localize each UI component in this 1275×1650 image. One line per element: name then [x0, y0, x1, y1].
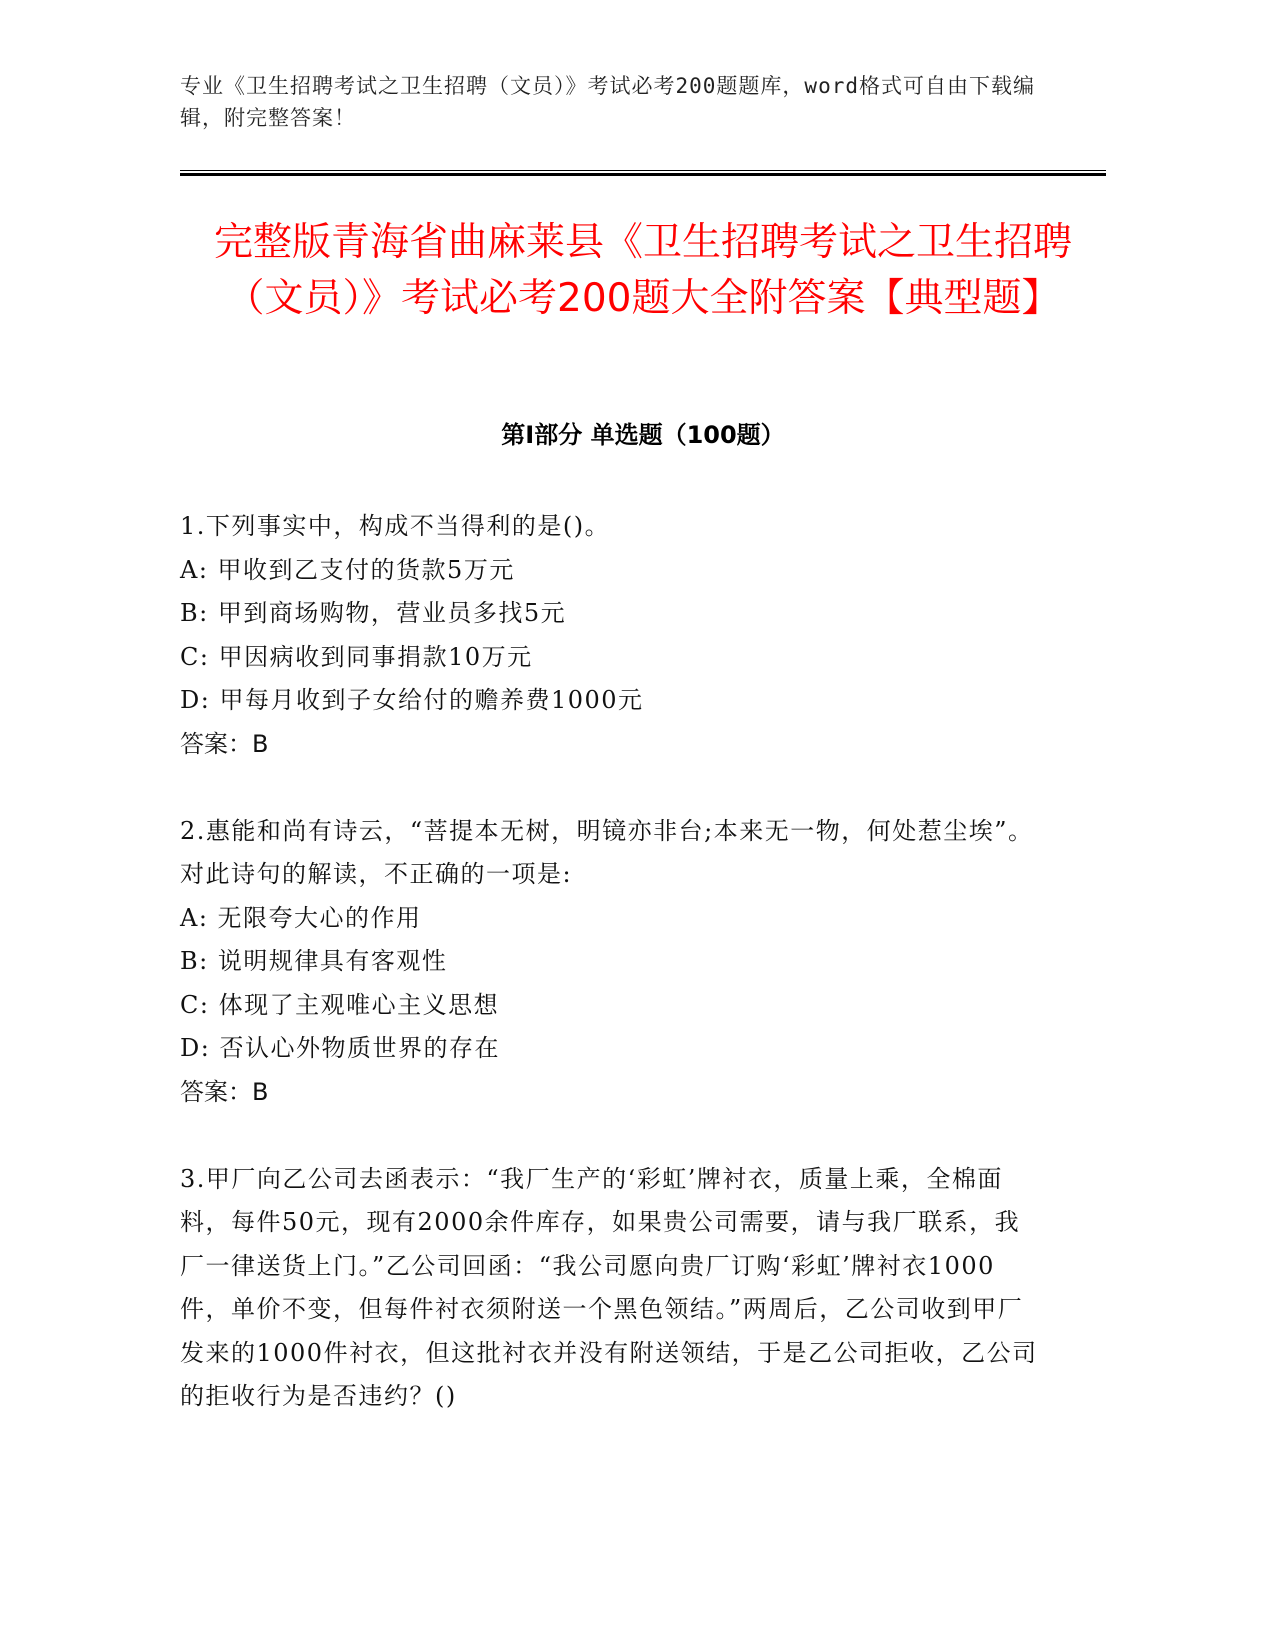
question-2: [180, 810, 1040, 1115]
question-1: [180, 505, 1040, 766]
option-b: B: 甲到商场购物，营业员多找5元: [180, 599, 567, 627]
option-d: D: 否认心外物质世界的存在: [180, 1034, 500, 1062]
header-rule-thin: [180, 170, 1106, 171]
option-c: C: 甲因病收到同事捐款10万元: [180, 642, 533, 671]
header-note: 专业《卫生招聘考试之卫生招聘（文员）》考试必考200题题库，word格式可自由下载编辑，附完整答案！: [180, 74, 1035, 130]
question-text: 2.惠能和尚有诗云，“菩提本无树，明镜亦非台;本来无一物，何处惹尘埃”。对此诗句的解读，不正确的一项是:: [180, 816, 1034, 888]
section-title: 第I部分 单选题（100题）: [501, 421, 785, 449]
question-list: [180, 505, 1040, 1462]
option-b: B: 说明规律具有客观性: [180, 947, 448, 975]
header-rule-thick: [180, 173, 1106, 176]
option-d: D: 甲每月收到子女给付的赡养费1000元: [180, 686, 644, 714]
option-a: A: 无限夸大心的作用: [180, 903, 422, 932]
question-text: 3.甲厂向乙公司去函表示：“我厂生产的‘彩虹’牌衬衣，质量上乘，全棉面料，每件50元，现有2000余件库存，如果贵公司需要，请与我厂联系，我厂一律送货上门。”乙公司回函：“我公司愿向贵厂订购‘彩虹’牌衬衣1000件，单价不变，但每件衬衣须附送一个黑色领结。”两周后，乙公司收到甲厂发来的1000件衬衣，但这批衬衣并没有附送领结，于是乙公司拒收，乙公司的拒收行为是否违约？(): [180, 1164, 1038, 1410]
question-3: [180, 1158, 1040, 1419]
document-title: 完整版青海省曲麻莱县《卫生招聘考试之卫生招聘（文员）》考试必考200题大全附答案【典型题】: [213, 220, 1072, 321]
question-text: 1.下列事实中，构成不当得利的是()。: [180, 512, 611, 540]
answer: 答案：B: [180, 729, 269, 758]
option-c: C: 体现了主观唯心主义思想: [180, 990, 500, 1019]
answer: 答案：B: [180, 1077, 269, 1106]
option-a: A: 甲收到乙支付的货款5万元: [180, 555, 515, 584]
